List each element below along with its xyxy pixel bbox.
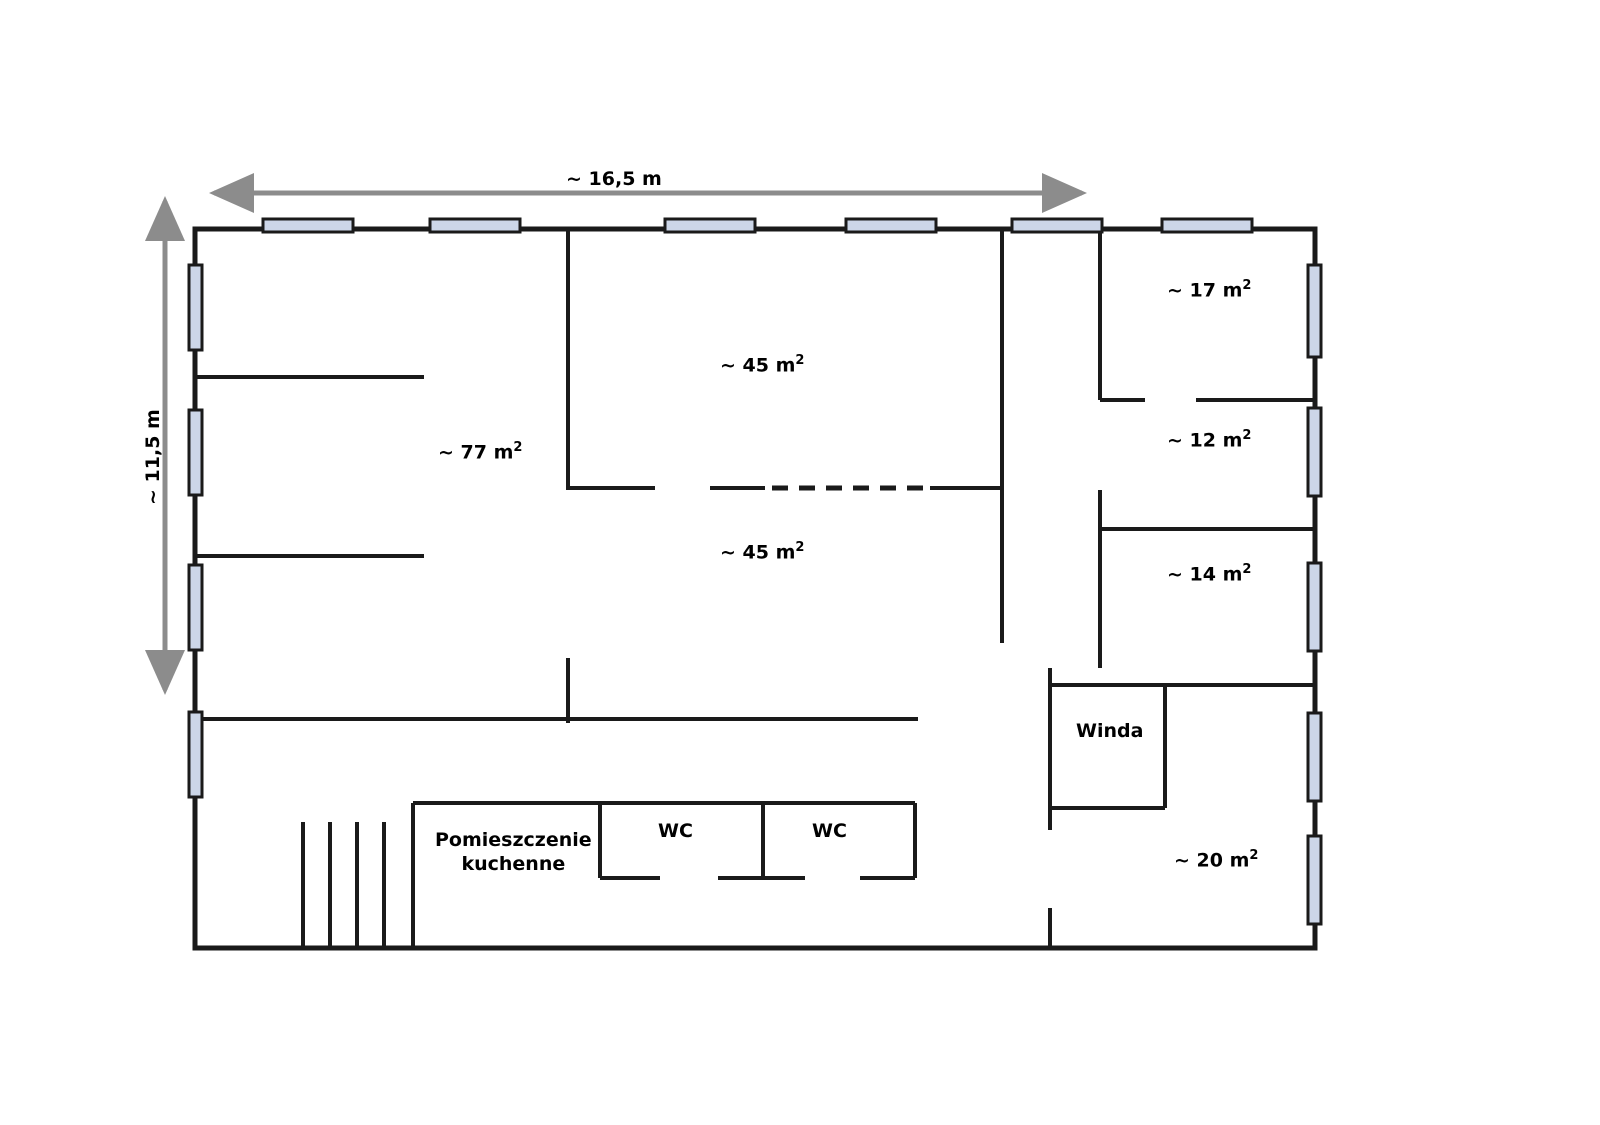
room-label-elevator	[1076, 720, 1143, 744]
area-value-45-lower: ~ 45 m	[720, 541, 796, 564]
area-value-45-upper: ~ 45 m	[720, 354, 796, 377]
dimension-width-label: ~ 16,5 m	[566, 168, 662, 190]
kitchen-line-1: Pomieszczenie	[435, 829, 592, 851]
wc-1-text: WC	[658, 820, 693, 842]
area-value-77: ~ 77 m	[438, 441, 514, 464]
area-value-20: ~ 20 m	[1174, 849, 1250, 872]
area-label-17	[1167, 278, 1251, 303]
area-unit-20: 2	[1249, 848, 1259, 863]
wc-2-text: WC	[812, 820, 847, 842]
elevator-text: Winda	[1076, 720, 1144, 742]
area-unit-45-upper: 2	[795, 353, 805, 368]
outer-walls	[195, 229, 1315, 948]
kitchen-line-2: kuchenne	[461, 852, 566, 875]
area-label-45-lower	[720, 540, 804, 565]
area-unit-45-lower: 2	[795, 540, 805, 555]
dimension-height-label: ~ 11,5 m	[142, 409, 164, 505]
area-unit-14: 2	[1242, 562, 1252, 577]
area-value-14: ~ 14 m	[1167, 563, 1243, 586]
area-unit-12: 2	[1242, 428, 1252, 443]
interior-walls	[197, 229, 1315, 948]
area-unit-17: 2	[1242, 278, 1252, 293]
area-unit-77: 2	[513, 440, 523, 455]
area-label-20	[1174, 848, 1258, 873]
area-label-77	[438, 440, 522, 465]
room-label-wc-1	[658, 820, 693, 844]
area-label-12	[1167, 428, 1251, 453]
area-label-14	[1167, 562, 1251, 587]
area-value-12: ~ 12 m	[1167, 429, 1243, 452]
area-label-45-upper	[720, 353, 804, 378]
room-label-wc-2	[812, 820, 847, 844]
room-label-kitchen	[435, 829, 592, 877]
area-value-17: ~ 17 m	[1167, 279, 1243, 302]
